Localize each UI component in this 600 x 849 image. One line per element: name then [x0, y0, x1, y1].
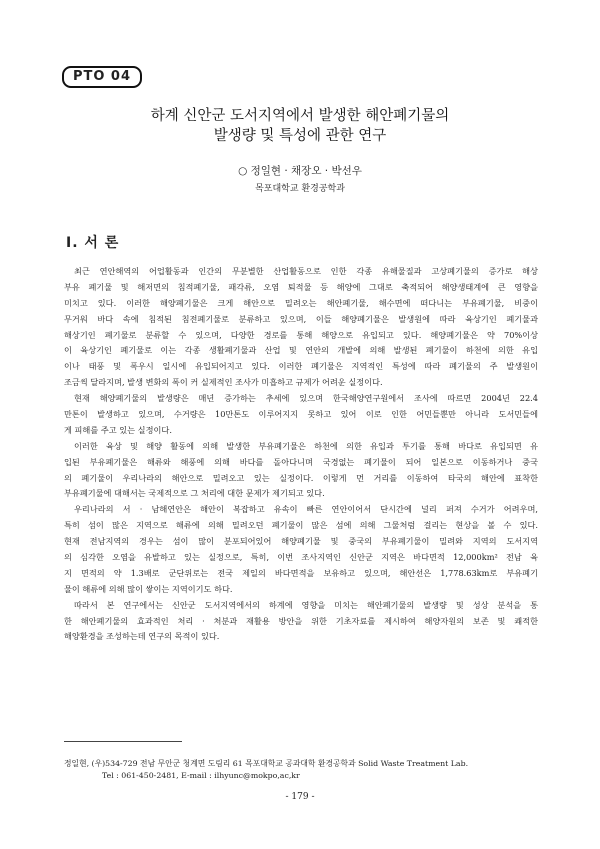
body-text — [64, 264, 538, 645]
author-list: ○ 정일현 · 채장오 · 박선우 — [238, 165, 362, 177]
body-line: 우리나라의 서 · 남해연안은 해안이 복잡하고 유속이 빠른 연안이어서 단시간에 널리 퍼져 수거가 어려우며, — [74, 504, 538, 515]
body-line: 따라서 본 연구에서는 신안군 도서지역에서의 하계에 영향을 미치는 해안폐기물의 발생량 및 성상 분석을 통 — [74, 599, 538, 610]
body-line: 현재 해양폐기물의 발생량은 매년 증가하는 추세에 있으며 한국해양연구원에서 조사에 따르면 2004년 22.4 — [74, 393, 538, 404]
body-line: 물이 해류에 의해 많이 쌓이는 지역이기도 하다. — [64, 583, 233, 594]
body-line: 이나 태풍 및 폭우시 일시에 유입되어지고 있다. 이러한 폐기물은 지역적인 특성에 따라 폐기물의 주 발생원이 — [64, 361, 538, 372]
body-line: 무거워 바다 속에 침적된 침전폐기물로 분류하고 있으며, 이들 해양폐기물은 발생원에 따라 육상기인 폐기물과 — [64, 313, 538, 324]
body-line: 의 심각한 오염을 유발하고 있는 실정으로, 특히, 이번 조사지역인 신안군 지역은 바다면적 12,000km² 전남 육 — [64, 552, 538, 563]
body-line: 이러한 육상 및 해양 활동에 의해 발생한 부유폐기물은 하천에 의한 유입과 투기를 통해 바다로 유입되면 유 — [74, 440, 538, 451]
section-heading-introduction: I. 서 론 — [66, 235, 120, 251]
body-line: 해양환경을 조성하는데 연구의 목적이 있다. — [64, 631, 220, 642]
body-line: 만톤이 발생하고 있으며, 수거량은 10만톤도 이루어지지 못하고 있어 이로 인한 어민들뿐만 아니라 도서민들에 — [64, 409, 538, 420]
body-line: 지 면적의 약 1.3배로 군단위로는 전국 제일의 바다면적을 보유하고 있으며, 해안선은 1,778.63km로 부유폐기 — [64, 567, 538, 578]
body-line: 게 피해를 주고 있는 실정이다. — [64, 424, 172, 435]
body-line: 최근 연안해역의 어업활동과 인간의 무분별한 산업활동으로 인한 각종 유해물질과 고상폐기물의 증가로 해상 — [74, 266, 538, 276]
session-badge: PTO 04 — [62, 66, 142, 88]
body-line: 부유 폐기물 및 해저면의 침적폐기물, 패각류, 오염 퇴적물 등 해양에 그대로 축적되어 해양생태계에 큰 영향을 — [64, 281, 538, 292]
affiliation: 목포대학교 환경공학과 — [255, 184, 345, 194]
body-line: 특히 섬이 많은 지역으로 해류에 의해 밀려오던 폐기물이 많은 섬에 의해 그물처럼 걸리는 현상을 볼 수 있다. — [64, 520, 538, 531]
body-line: 현재 전남지역의 경우는 섬이 많이 분포되어있어 해양폐기물 및 중국의 부유폐기물이 밀려와 지역의 도서지역 — [64, 536, 538, 547]
body-line: 의 폐기물이 우리나라의 해안으로 밀려오고 있는 실정이다. 이렇게 먼 거리를 이동하여 타국의 해안에 표착한 — [64, 472, 538, 483]
paper-title-line-1: 하계 신안군 도서지역에서 발생한 해안폐기물의 — [150, 108, 450, 124]
paper-title-line-2: 발생량 및 특성에 관한 연구 — [213, 128, 387, 144]
footnote-contact: Tel : 061-450-2481, E-mail : ilhyunc@mokpo,ac,kr — [102, 771, 300, 780]
page-number: - 179 - — [285, 792, 315, 802]
footnote-divider — [64, 741, 182, 742]
body-line: 조금씩 달라지며, 발생 변화의 폭이 커 실제적인 조사가 미흡하고 규제가 어려운 실정이다. — [64, 377, 383, 388]
body-line: 한 해안폐기물의 효과적인 처리 · 처분과 재활용 방안을 위한 기초자료를 제시하여 해양자원의 보존 및 쾌적한 — [64, 615, 538, 626]
body-line: 이 육상기인 폐기물로 이는 각종 생활폐기물과 산업 및 연안의 개발에 의해 발생된 폐기물이 하천에 의한 유입 — [64, 345, 538, 356]
body-line: 부유폐기물에 대해서는 국제적으로 그 처리에 대한 문제가 제기되고 있다. — [64, 488, 325, 499]
body-line: 입된 부유폐기물은 해류와 해풍에 의해 바다를 돌아다니며 국경없는 폐기물이 되어 일본으로 이동하거나 중국 — [64, 456, 538, 467]
body-line: 해상기인 폐기물로 분류할 수 있으며, 다양한 경로를 통해 해양으로 유입되고 있다. 해양폐기물은 약 70%이상 — [64, 329, 538, 340]
body-line: 미치고 있다. 이러한 해양폐기물은 크게 해안으로 밀려오는 해안폐기물, 해수면에 떠다니는 부유폐기물, 비중이 — [64, 297, 538, 308]
footnote-address: 정일현, (우)534-729 전남 무안군 청계면 도림리 61 목포대학교 공과대학 환경공학과 Solid Waste Treatment Lab. — [64, 759, 469, 768]
